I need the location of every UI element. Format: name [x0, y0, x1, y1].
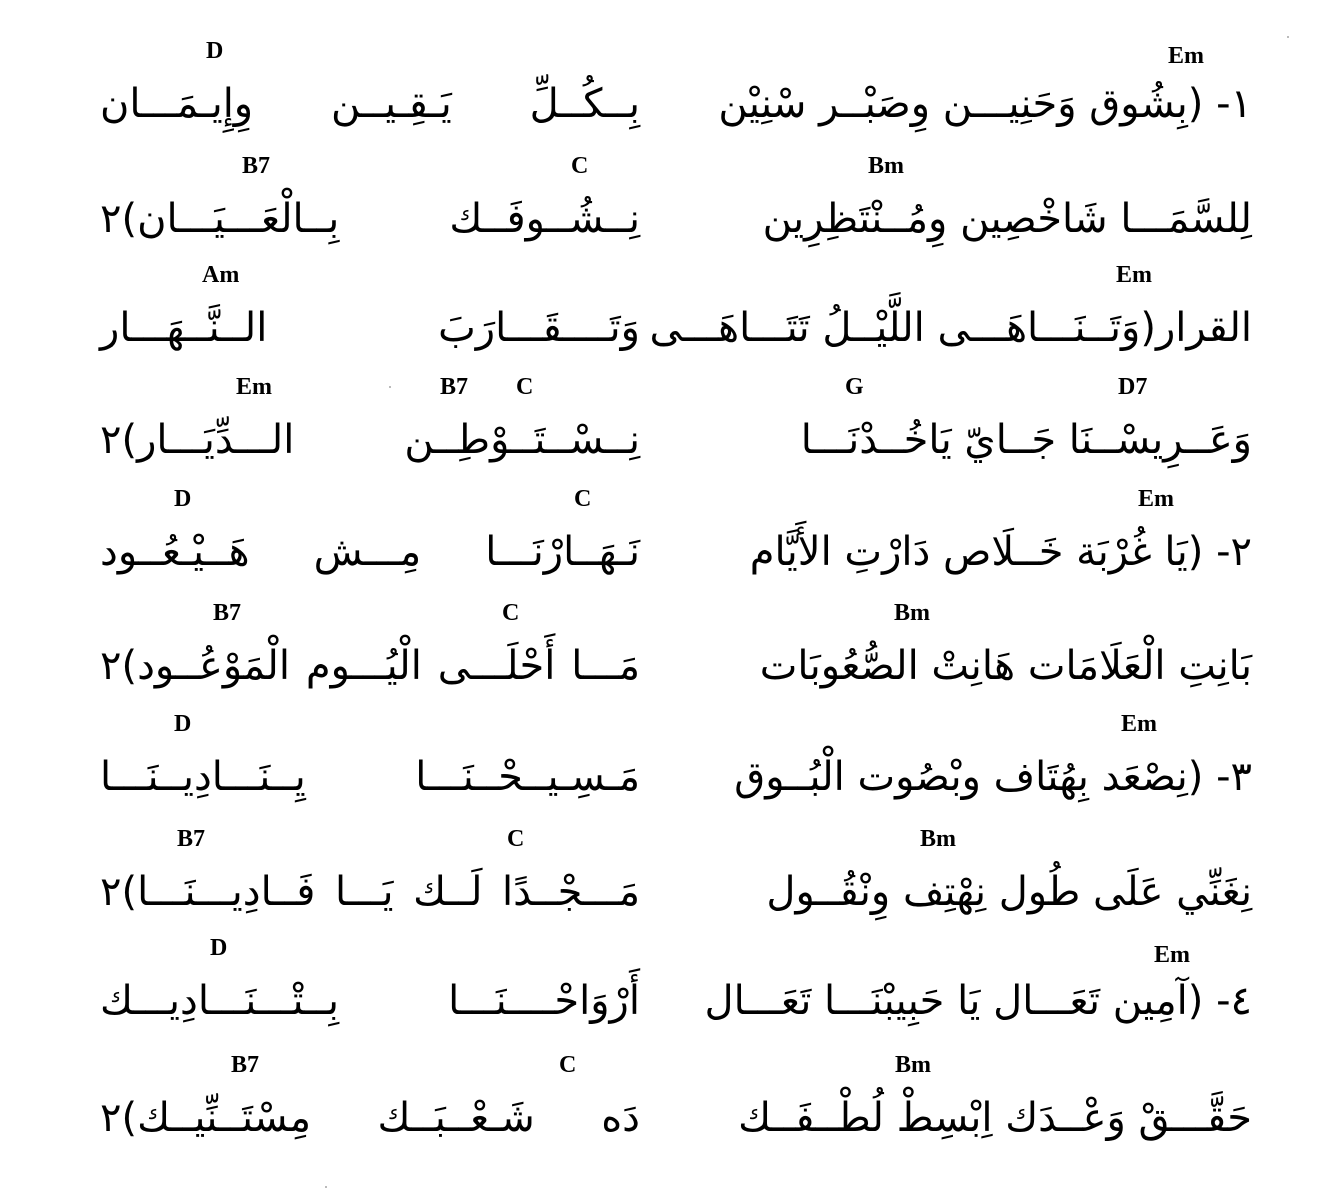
chord-label: Bm: [868, 153, 904, 179]
chord-label: Bm: [920, 826, 956, 852]
lyric-line-right: ٢- (يَا غُرْبَة خَــلَاص دَارْتِ الأَيَّام: [749, 529, 1252, 575]
lyric-line-right: القرار(وَتَــنَـــاهَـــى اللَّيْــلُ تَتَـــاهَـــى: [649, 305, 1252, 351]
chord-label: Em: [1121, 711, 1157, 737]
chord-label: Em: [236, 374, 272, 400]
lyric-line-left: مَـسِـيــحْــنَـــا يِــنَـــادِيــنَـــا: [100, 754, 640, 800]
lyric-line-right: نِغَنِّي عَلَى طُول نِهْتِف وِنْقُــول: [766, 869, 1252, 915]
lyric-row: [0, 486, 1332, 598]
lyric-row: [0, 711, 1332, 823]
lyric-line-right: ٣- (نِصْعَد بِهُتَاف وبْصُوت الْبُــوق: [734, 754, 1252, 800]
chord-label: D: [206, 38, 224, 64]
chord-label: C: [516, 374, 534, 400]
chord-label: B7: [231, 1052, 260, 1078]
chord-label: C: [574, 486, 592, 512]
chord-label: Am: [202, 262, 240, 288]
lyric-row: [0, 935, 1332, 1047]
lyric-line-left: نِــشُــوفَــك بِــالْعَـــيَـــان)٢: [100, 196, 640, 242]
lyric-row: [0, 1052, 1332, 1164]
chord-label: C: [502, 600, 520, 626]
chord-label: Em: [1154, 942, 1190, 968]
lyric-row: [0, 38, 1332, 150]
lyric-line-left: بِــكُــلِّ يَـقِـيــن وِإِيـمَـــان: [100, 81, 640, 127]
chord-label: Bm: [895, 1052, 931, 1078]
lyric-line-right: ٤- (آمِين تَعَـــال يَا حَبِيبْنَـــا تَعَـــال: [704, 978, 1252, 1024]
scan-speck: [1287, 36, 1289, 38]
chord-label: B7: [242, 153, 271, 179]
lyric-line-left: وَتَــــقَـــارَبَ الــنَّــهَـــار: [100, 305, 640, 351]
chord-label: D: [210, 935, 228, 961]
lyric-row: [0, 826, 1332, 938]
scan-speck: [325, 1186, 327, 1188]
lyric-line-left: دَه شَـعْــبَــك مِسْتَــنِّيــك)٢: [100, 1095, 640, 1141]
chord-label: B7: [177, 826, 206, 852]
chord-label: D7: [1118, 374, 1148, 400]
chord-label: C: [571, 153, 589, 179]
lyric-row: [0, 600, 1332, 712]
chord-label: B7: [440, 374, 469, 400]
lyric-line-left: أَرْوَاحْــــنَـــا بِــتْـــنَـــادِيـــك: [100, 978, 640, 1024]
chord-label: D: [174, 711, 192, 737]
scan-speck: [389, 386, 391, 388]
chord-label: C: [559, 1052, 577, 1078]
chord-label: Bm: [894, 600, 930, 626]
chord-label: Em: [1168, 43, 1204, 69]
chord-label: B7: [213, 600, 242, 626]
lyric-line-right: حَقَّـــقْ وَعْــدَك اِبْسِطْ لُطْــفَــك: [738, 1095, 1252, 1141]
lyric-line-right: بَانِتِ الْعَلَامَات هَانِتْ الصُّعُوبَات: [759, 643, 1252, 689]
chord-label: C: [507, 826, 525, 852]
lyric-row: [0, 262, 1332, 374]
lyric-line-left: نَـهَــارْنَـــا مِـــش هَــيْـعُــود: [100, 529, 640, 575]
lyric-line-left: مَـــا أَحْلَـــى الْيُـــوم الْمَوْعُــود)٢: [100, 643, 640, 689]
lyric-line-left: نِــسْــتَــوْطِــن الـــدِّيَـــار)٢: [100, 417, 640, 463]
lyric-row: [0, 153, 1332, 265]
chord-label: D: [174, 486, 192, 512]
lyric-line-right: لِلسَّمَـــا شَاخْصِين وِمُــنْتَظِرِين: [762, 196, 1252, 242]
lyric-line-right: ١- (بِشُوق وَحَنِيـــن وِصَبْــر سْنِيْن: [718, 81, 1252, 127]
lyric-line-right: وَعَــرِيسْــنَا جَــايّ يَاخُــدْنَـــا: [800, 417, 1252, 463]
chord-label: G: [845, 374, 864, 400]
chord-label: Em: [1116, 262, 1152, 288]
lyric-row: [0, 374, 1332, 486]
lyric-line-left: مَـــجْــدًا لَــك يَـــا فَــادِيـــنَـــا)٢: [100, 869, 640, 915]
chord-label: Em: [1138, 486, 1174, 512]
